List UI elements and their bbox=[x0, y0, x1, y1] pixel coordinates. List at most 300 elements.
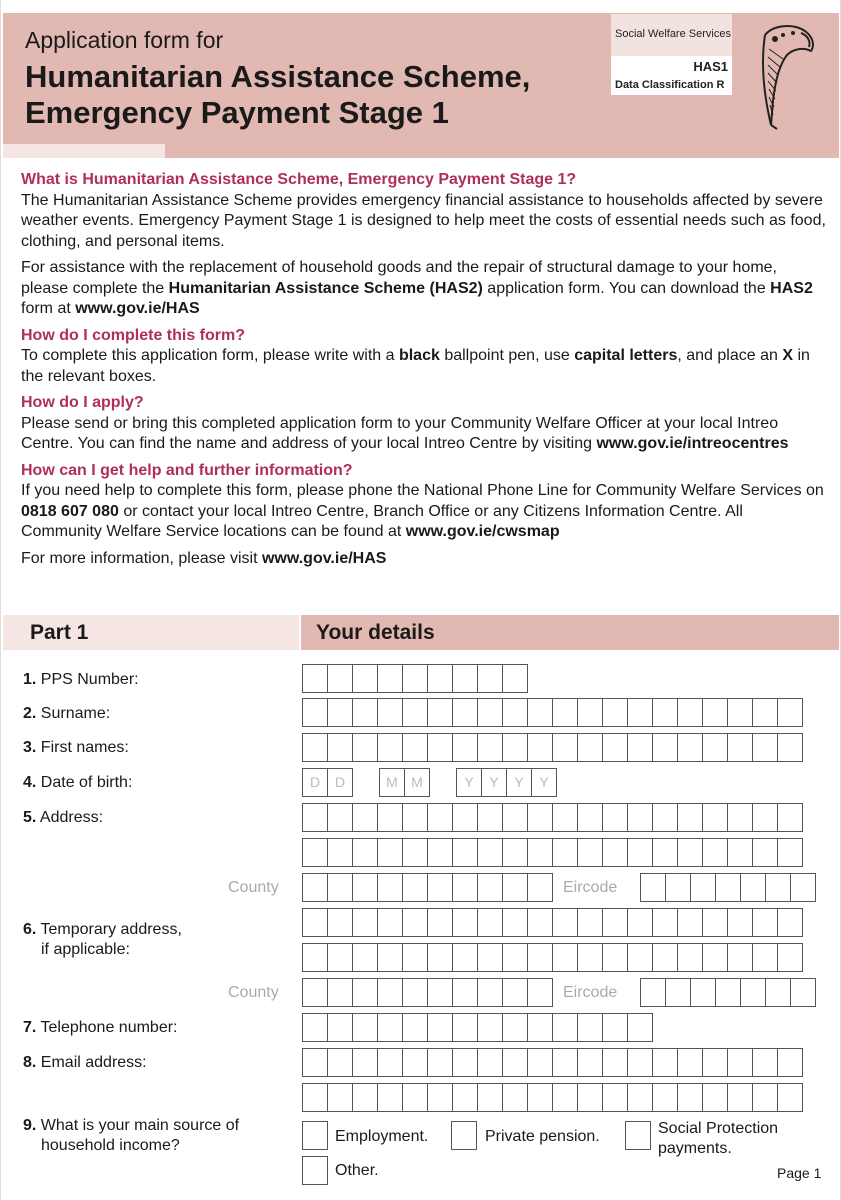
char-box[interactable] bbox=[577, 698, 603, 727]
char-box[interactable] bbox=[302, 978, 328, 1007]
char-box[interactable] bbox=[727, 803, 753, 832]
other-checkbox[interactable] bbox=[302, 1156, 328, 1185]
char-box[interactable] bbox=[652, 838, 678, 867]
char-box[interactable] bbox=[777, 943, 803, 972]
char-box[interactable] bbox=[502, 873, 528, 902]
char-box[interactable] bbox=[327, 698, 353, 727]
char-box[interactable] bbox=[502, 1083, 528, 1112]
q3-label bbox=[23, 738, 129, 758]
q9-label bbox=[23, 1116, 239, 1156]
char-box[interactable] bbox=[715, 873, 741, 902]
char-box[interactable] bbox=[502, 978, 528, 1007]
char-box[interactable] bbox=[327, 733, 353, 762]
char-box[interactable] bbox=[377, 803, 403, 832]
char-box[interactable] bbox=[752, 803, 778, 832]
char-box[interactable] bbox=[690, 978, 716, 1007]
q4-text: Date of birth: bbox=[36, 774, 133, 791]
p4a: Please send or bring this completed application form to your Community Welfare Officer at your local Intreo Centre. You can find the name and address of your local Intreo Centre by visiting bbox=[21, 414, 779, 452]
char-box[interactable] bbox=[327, 1048, 353, 1077]
link-gov-has-1[interactable]: www.gov.ie/HAS bbox=[75, 300, 200, 317]
dob-year-input[interactable] bbox=[456, 768, 556, 797]
char-box[interactable] bbox=[627, 1013, 653, 1042]
char-box[interactable] bbox=[502, 838, 528, 867]
char-box[interactable] bbox=[527, 733, 553, 762]
char-box[interactable] bbox=[377, 733, 403, 762]
first-names-input[interactable] bbox=[302, 733, 802, 762]
temp-county-label: County bbox=[228, 984, 279, 1001]
char-box[interactable] bbox=[452, 838, 478, 867]
char-box[interactable] bbox=[427, 1013, 453, 1042]
char-box[interactable] bbox=[752, 943, 778, 972]
form-subtitle: Application form for bbox=[25, 27, 224, 53]
county-input[interactable] bbox=[302, 873, 552, 902]
char-box[interactable] bbox=[652, 698, 678, 727]
char-box[interactable] bbox=[452, 698, 478, 727]
p2e: form at bbox=[21, 300, 76, 317]
char-box[interactable] bbox=[727, 908, 753, 937]
private-pension-label: Private pension. bbox=[485, 1128, 600, 1145]
char-box[interactable] bbox=[527, 943, 553, 972]
char-box[interactable] bbox=[477, 733, 503, 762]
char-box[interactable] bbox=[427, 978, 453, 1007]
char-box[interactable] bbox=[502, 698, 528, 727]
char-box[interactable] bbox=[452, 733, 478, 762]
para-has2 bbox=[21, 258, 826, 320]
char-box[interactable] bbox=[402, 733, 428, 762]
phone-number: 0818 607 080 bbox=[21, 502, 119, 520]
char-box[interactable] bbox=[302, 1083, 328, 1112]
char-box[interactable] bbox=[552, 733, 578, 762]
char-box[interactable] bbox=[302, 698, 328, 727]
char-box[interactable] bbox=[427, 1048, 453, 1077]
char-box[interactable] bbox=[502, 664, 528, 693]
char-box[interactable] bbox=[327, 873, 353, 902]
q4-num: 4. bbox=[23, 774, 37, 791]
char-box[interactable] bbox=[302, 838, 328, 867]
char-box[interactable] bbox=[627, 1048, 653, 1077]
char-box[interactable] bbox=[377, 664, 403, 693]
char-box[interactable] bbox=[702, 943, 728, 972]
char-box[interactable] bbox=[727, 698, 753, 727]
char-box[interactable] bbox=[427, 733, 453, 762]
char-box[interactable] bbox=[377, 978, 403, 1007]
char-box[interactable] bbox=[327, 1013, 353, 1042]
char-box[interactable] bbox=[552, 1048, 578, 1077]
q8-text: Email address: bbox=[36, 1054, 147, 1071]
county-label: County bbox=[228, 879, 279, 896]
char-box[interactable] bbox=[702, 803, 728, 832]
char-box[interactable] bbox=[740, 978, 766, 1007]
char-box[interactable] bbox=[452, 1083, 478, 1112]
char-box[interactable] bbox=[452, 1013, 478, 1042]
p6a: For more information, please visit bbox=[21, 549, 262, 567]
char-box[interactable] bbox=[677, 1083, 703, 1112]
char-box[interactable] bbox=[377, 873, 403, 902]
char-box[interactable] bbox=[352, 978, 378, 1007]
char-box[interactable] bbox=[427, 698, 453, 727]
q6-num: 6. bbox=[23, 921, 37, 938]
char-box[interactable] bbox=[352, 733, 378, 762]
char-box[interactable] bbox=[577, 733, 603, 762]
char-box[interactable] bbox=[402, 803, 428, 832]
heading-what-is: What is Humanitarian Assistance Scheme, Emergency Payment Stage 1? bbox=[21, 171, 577, 188]
char-box[interactable] bbox=[502, 733, 528, 762]
char-box[interactable] bbox=[652, 1083, 678, 1112]
char-box[interactable] bbox=[677, 803, 703, 832]
char-box[interactable] bbox=[652, 943, 678, 972]
char-box[interactable] bbox=[727, 838, 753, 867]
q1-label bbox=[23, 670, 139, 690]
page-number: Page 1 bbox=[777, 1165, 822, 1181]
char-box[interactable] bbox=[702, 1048, 728, 1077]
p3b: black bbox=[398, 347, 440, 364]
heading-how-complete: How do I complete this form? bbox=[21, 326, 246, 344]
char-box[interactable] bbox=[552, 1083, 578, 1112]
char-box[interactable] bbox=[677, 838, 703, 867]
char-box[interactable] bbox=[527, 978, 553, 1007]
pps-number-input[interactable] bbox=[302, 664, 527, 693]
char-box[interactable] bbox=[727, 1083, 753, 1112]
char-box[interactable] bbox=[665, 978, 691, 1007]
char-box[interactable] bbox=[652, 803, 678, 832]
char-box[interactable] bbox=[577, 1083, 603, 1112]
char-box[interactable] bbox=[327, 978, 353, 1007]
char-box[interactable] bbox=[327, 943, 353, 972]
char-box[interactable] bbox=[702, 908, 728, 937]
char-box[interactable] bbox=[702, 838, 728, 867]
char-box[interactable] bbox=[627, 733, 653, 762]
p3g: in the relevant boxes. bbox=[21, 347, 810, 385]
char-box[interactable] bbox=[677, 943, 703, 972]
q7-text: Telephone number: bbox=[36, 1019, 178, 1036]
char-box[interactable] bbox=[352, 943, 378, 972]
char-box[interactable] bbox=[752, 698, 778, 727]
char-box[interactable] bbox=[602, 908, 628, 937]
char-box[interactable]: Y bbox=[506, 768, 532, 797]
char-box[interactable]: M bbox=[404, 768, 430, 797]
char-box[interactable] bbox=[377, 1048, 403, 1077]
char-box[interactable] bbox=[452, 1048, 478, 1077]
social-protection-checkbox[interactable] bbox=[625, 1121, 651, 1150]
char-box[interactable] bbox=[302, 664, 328, 693]
private-pension-checkbox[interactable] bbox=[451, 1121, 477, 1150]
form-title-line2: Emergency Payment Stage 1 bbox=[25, 95, 449, 130]
char-box[interactable] bbox=[477, 698, 503, 727]
other-label: Other. bbox=[335, 1162, 379, 1179]
q8-label bbox=[23, 1053, 147, 1073]
char-box[interactable]: Y bbox=[456, 768, 482, 797]
char-box[interactable] bbox=[502, 1048, 528, 1077]
para-apply bbox=[21, 414, 826, 455]
char-box[interactable] bbox=[527, 698, 553, 727]
char-box[interactable] bbox=[690, 873, 716, 902]
eircode-label: Eircode bbox=[563, 879, 618, 896]
char-box[interactable] bbox=[402, 1048, 428, 1077]
char-box[interactable] bbox=[577, 838, 603, 867]
char-box[interactable] bbox=[627, 698, 653, 727]
q5-text: Address: bbox=[36, 809, 104, 826]
char-box[interactable] bbox=[377, 838, 403, 867]
char-box[interactable] bbox=[665, 873, 691, 902]
char-box[interactable] bbox=[552, 1013, 578, 1042]
char-box[interactable] bbox=[752, 1083, 778, 1112]
char-box[interactable] bbox=[527, 1083, 553, 1112]
char-box[interactable] bbox=[602, 1013, 628, 1042]
char-box[interactable] bbox=[377, 1013, 403, 1042]
char-box[interactable] bbox=[502, 803, 528, 832]
q6-line1 bbox=[23, 920, 182, 940]
char-box[interactable] bbox=[527, 803, 553, 832]
char-box[interactable] bbox=[702, 1083, 728, 1112]
char-box[interactable] bbox=[677, 698, 703, 727]
char-box[interactable] bbox=[790, 978, 816, 1007]
char-box[interactable] bbox=[552, 698, 578, 727]
char-box[interactable] bbox=[327, 664, 353, 693]
char-box[interactable] bbox=[427, 908, 453, 937]
p2d: HAS2 bbox=[770, 279, 813, 297]
q2-text: Surname: bbox=[36, 705, 111, 722]
char-box[interactable] bbox=[602, 943, 628, 972]
char-box[interactable] bbox=[352, 1013, 378, 1042]
char-box[interactable] bbox=[727, 1048, 753, 1077]
char-box[interactable] bbox=[627, 908, 653, 937]
char-box[interactable] bbox=[427, 838, 453, 867]
employment-checkbox[interactable] bbox=[302, 1121, 328, 1150]
char-box[interactable] bbox=[352, 908, 378, 937]
char-box[interactable] bbox=[402, 1083, 428, 1112]
p2b: Humanitarian Assistance Scheme (HAS2) bbox=[168, 279, 483, 297]
char-box[interactable] bbox=[477, 978, 503, 1007]
char-box[interactable] bbox=[452, 664, 478, 693]
char-box[interactable] bbox=[777, 1083, 803, 1112]
header-band bbox=[3, 13, 839, 144]
char-box[interactable] bbox=[452, 908, 478, 937]
temp-address-line2-input[interactable] bbox=[302, 943, 802, 972]
char-box[interactable] bbox=[302, 1013, 328, 1042]
char-box[interactable] bbox=[352, 1083, 378, 1112]
char-box[interactable] bbox=[402, 1013, 428, 1042]
char-box[interactable] bbox=[527, 873, 553, 902]
char-box[interactable] bbox=[727, 733, 753, 762]
char-box[interactable]: Y bbox=[481, 768, 507, 797]
char-box[interactable] bbox=[377, 698, 403, 727]
char-box[interactable] bbox=[652, 1048, 678, 1077]
char-box[interactable] bbox=[677, 908, 703, 937]
part-label: Part 1 bbox=[3, 615, 299, 650]
char-box[interactable] bbox=[727, 943, 753, 972]
char-box[interactable] bbox=[527, 1013, 553, 1042]
char-box[interactable]: Y bbox=[531, 768, 557, 797]
char-box[interactable] bbox=[352, 873, 378, 902]
char-box[interactable] bbox=[327, 838, 353, 867]
char-box[interactable] bbox=[477, 943, 503, 972]
surname-input[interactable] bbox=[302, 698, 802, 727]
heading-how-apply: How do I apply? bbox=[21, 394, 144, 411]
char-box[interactable] bbox=[652, 908, 678, 937]
telephone-input[interactable] bbox=[302, 1013, 652, 1042]
link-gov-has-2[interactable]: www.gov.ie/HAS bbox=[261, 549, 387, 567]
char-box[interactable] bbox=[627, 943, 653, 972]
char-box[interactable] bbox=[377, 908, 403, 937]
char-box[interactable] bbox=[640, 978, 666, 1007]
char-box[interactable] bbox=[602, 733, 628, 762]
char-box[interactable] bbox=[527, 908, 553, 937]
char-box[interactable] bbox=[702, 733, 728, 762]
address-line2-input[interactable] bbox=[302, 838, 802, 867]
p3d: capital letters bbox=[574, 347, 678, 364]
char-box[interactable] bbox=[477, 838, 503, 867]
char-box[interactable] bbox=[777, 1048, 803, 1077]
char-box[interactable] bbox=[577, 1048, 603, 1077]
char-box[interactable] bbox=[402, 908, 428, 937]
char-box[interactable] bbox=[427, 1083, 453, 1112]
link-cwsmap[interactable]: www.gov.ie/cwsmap bbox=[405, 523, 560, 540]
char-box[interactable] bbox=[677, 1048, 703, 1077]
char-box[interactable] bbox=[352, 838, 378, 867]
temp-eircode-input[interactable] bbox=[640, 978, 815, 1007]
char-box[interactable] bbox=[302, 803, 328, 832]
char-box[interactable] bbox=[477, 1013, 503, 1042]
char-box[interactable] bbox=[477, 1083, 503, 1112]
char-box[interactable]: M bbox=[379, 768, 405, 797]
char-box[interactable] bbox=[677, 733, 703, 762]
dob-day-input[interactable] bbox=[302, 768, 352, 797]
char-box[interactable] bbox=[627, 838, 653, 867]
char-box[interactable] bbox=[502, 943, 528, 972]
char-box[interactable] bbox=[352, 803, 378, 832]
temp-address-line1-input[interactable] bbox=[302, 908, 802, 937]
char-box[interactable] bbox=[702, 698, 728, 727]
char-box[interactable] bbox=[640, 873, 666, 902]
char-box[interactable] bbox=[777, 733, 803, 762]
char-box[interactable] bbox=[502, 1013, 528, 1042]
char-box[interactable] bbox=[602, 698, 628, 727]
char-box[interactable] bbox=[352, 698, 378, 727]
form-title bbox=[25, 59, 605, 131]
char-box[interactable] bbox=[402, 978, 428, 1007]
char-box[interactable] bbox=[752, 908, 778, 937]
char-box[interactable] bbox=[552, 943, 578, 972]
char-box[interactable] bbox=[402, 698, 428, 727]
char-box[interactable] bbox=[752, 838, 778, 867]
eircode-input[interactable] bbox=[640, 873, 815, 902]
char-box[interactable] bbox=[452, 873, 478, 902]
char-box[interactable] bbox=[327, 1083, 353, 1112]
temp-eircode-label: Eircode bbox=[563, 984, 618, 1001]
email-line2-input[interactable] bbox=[302, 1083, 802, 1112]
header-band-light bbox=[3, 144, 165, 158]
char-box[interactable] bbox=[477, 803, 503, 832]
char-box[interactable] bbox=[790, 873, 816, 902]
char-box[interactable] bbox=[477, 908, 503, 937]
char-box[interactable] bbox=[765, 978, 791, 1007]
char-box[interactable] bbox=[477, 873, 503, 902]
char-box[interactable] bbox=[602, 803, 628, 832]
q2-num: 2. bbox=[23, 705, 37, 722]
char-box[interactable] bbox=[452, 943, 478, 972]
char-box[interactable] bbox=[740, 873, 766, 902]
char-box[interactable]: D bbox=[327, 768, 353, 797]
char-box[interactable] bbox=[652, 733, 678, 762]
char-box[interactable] bbox=[477, 1048, 503, 1077]
q9-text-a: What is your main source of bbox=[36, 1117, 240, 1134]
char-box[interactable] bbox=[302, 1048, 328, 1077]
char-box[interactable] bbox=[402, 838, 428, 867]
char-box[interactable] bbox=[427, 873, 453, 902]
char-box[interactable] bbox=[427, 943, 453, 972]
q7-label bbox=[23, 1018, 177, 1038]
char-box[interactable] bbox=[427, 664, 453, 693]
social-protection-label bbox=[658, 1119, 778, 1159]
char-box[interactable] bbox=[452, 803, 478, 832]
char-box[interactable] bbox=[302, 908, 328, 937]
char-box[interactable] bbox=[527, 1048, 553, 1077]
char-box[interactable] bbox=[377, 1083, 403, 1112]
char-box[interactable]: D bbox=[302, 768, 328, 797]
char-box[interactable] bbox=[777, 908, 803, 937]
char-box[interactable] bbox=[602, 1083, 628, 1112]
char-box[interactable] bbox=[552, 803, 578, 832]
char-box[interactable] bbox=[577, 908, 603, 937]
char-box[interactable] bbox=[302, 733, 328, 762]
dob-month-input[interactable] bbox=[379, 768, 429, 797]
header-band-dark bbox=[165, 144, 839, 158]
char-box[interactable] bbox=[602, 1048, 628, 1077]
char-box[interactable] bbox=[765, 873, 791, 902]
char-box[interactable] bbox=[352, 664, 378, 693]
char-box[interactable] bbox=[352, 1048, 378, 1077]
para-more-info bbox=[21, 549, 826, 570]
char-box[interactable] bbox=[777, 803, 803, 832]
char-box[interactable] bbox=[402, 943, 428, 972]
char-box[interactable] bbox=[327, 908, 353, 937]
char-box[interactable] bbox=[427, 803, 453, 832]
char-box[interactable] bbox=[715, 978, 741, 1007]
char-box[interactable] bbox=[302, 943, 328, 972]
char-box[interactable] bbox=[752, 1048, 778, 1077]
char-box[interactable] bbox=[577, 803, 603, 832]
char-box[interactable] bbox=[527, 838, 553, 867]
char-box[interactable] bbox=[402, 664, 428, 693]
q5-num: 5. bbox=[23, 809, 37, 826]
heading-help: How can I get help and further information? bbox=[21, 461, 353, 479]
email-line1-input[interactable] bbox=[302, 1048, 802, 1077]
char-box[interactable] bbox=[552, 838, 578, 867]
char-box[interactable] bbox=[777, 838, 803, 867]
char-box[interactable] bbox=[452, 978, 478, 1007]
q8-num: 8. bbox=[23, 1054, 37, 1071]
char-box[interactable] bbox=[402, 873, 428, 902]
char-box[interactable] bbox=[552, 908, 578, 937]
char-box[interactable] bbox=[327, 803, 353, 832]
char-box[interactable] bbox=[777, 698, 803, 727]
link-intreocentres[interactable]: www.gov.ie/intreocentres bbox=[596, 435, 789, 452]
form-title-line1: Humanitarian Assistance Scheme, bbox=[25, 59, 531, 94]
address-line1-input[interactable] bbox=[302, 803, 802, 832]
char-box[interactable] bbox=[302, 873, 328, 902]
char-box[interactable] bbox=[627, 803, 653, 832]
char-box[interactable] bbox=[477, 664, 503, 693]
temp-county-input[interactable] bbox=[302, 978, 552, 1007]
char-box[interactable] bbox=[627, 1083, 653, 1112]
char-box[interactable] bbox=[577, 1013, 603, 1042]
char-box[interactable] bbox=[377, 943, 403, 972]
char-box[interactable] bbox=[577, 943, 603, 972]
char-box[interactable] bbox=[502, 908, 528, 937]
char-box[interactable] bbox=[752, 733, 778, 762]
employment-label: Employment. bbox=[335, 1128, 429, 1145]
char-box[interactable] bbox=[602, 838, 628, 867]
